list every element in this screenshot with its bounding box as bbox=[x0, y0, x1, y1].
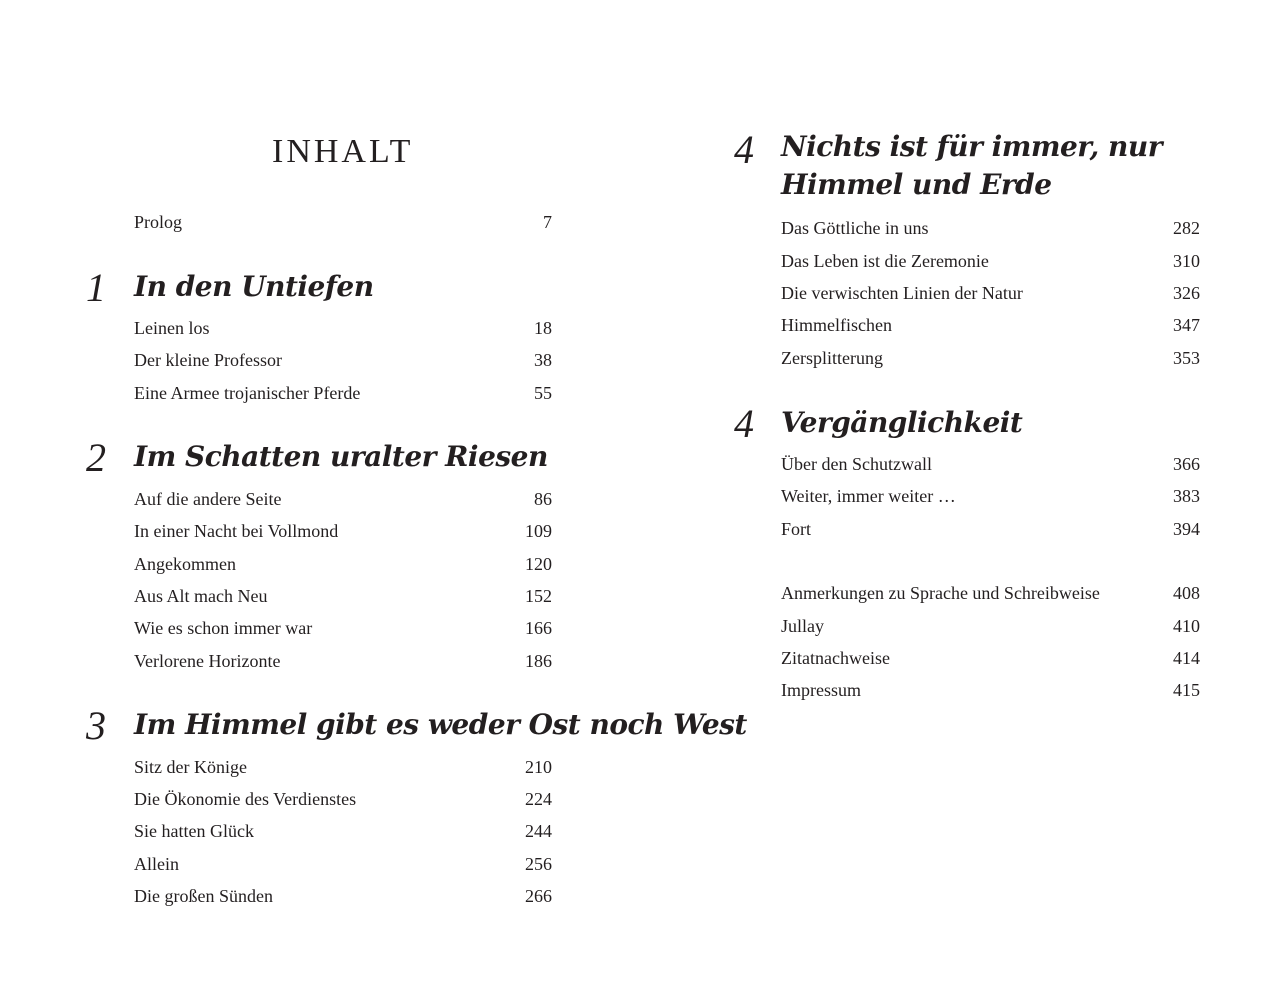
entry-title: Aus Alt mach Neu bbox=[134, 586, 268, 606]
toc-entry[interactable] bbox=[134, 819, 552, 843]
entry-title: Jullay bbox=[781, 616, 824, 636]
toc-entry[interactable] bbox=[781, 249, 1200, 273]
entry-page: 394 bbox=[1173, 519, 1200, 539]
toc-entry[interactable] bbox=[134, 616, 552, 640]
entry-page: 166 bbox=[525, 618, 552, 638]
toc-entry[interactable] bbox=[134, 348, 552, 372]
entry-title: Angekommen bbox=[134, 554, 236, 574]
entry-page: 415 bbox=[1173, 680, 1200, 700]
entry-page: 256 bbox=[525, 854, 552, 874]
entry-title: Wie es schon immer war bbox=[134, 618, 313, 638]
toc-heading: INHALT bbox=[272, 133, 414, 170]
toc-entry[interactable] bbox=[134, 381, 552, 405]
entry-title: Die verwischten Linien der Natur bbox=[781, 283, 1023, 303]
entry-page: 282 bbox=[1173, 218, 1200, 238]
entry-title: Prolog bbox=[134, 212, 183, 232]
toc-entry-appendix[interactable] bbox=[781, 614, 1200, 638]
toc-entry[interactable] bbox=[781, 346, 1200, 370]
chapter-number: 2 bbox=[86, 435, 106, 480]
entry-title: Verlorene Horizonte bbox=[134, 651, 281, 671]
toc-entry[interactable] bbox=[781, 313, 1200, 337]
toc-entry[interactable] bbox=[134, 787, 552, 811]
entry-title: Der kleine Professor bbox=[134, 350, 282, 370]
toc-entry-prolog[interactable] bbox=[134, 210, 552, 234]
toc-entry[interactable] bbox=[781, 452, 1200, 476]
entry-title: Zitatnachweise bbox=[781, 648, 890, 668]
entry-title: Die Ökonomie des Verdienstes bbox=[134, 789, 357, 809]
entry-title: Sitz der Könige bbox=[134, 757, 247, 777]
entry-page: 244 bbox=[525, 821, 552, 841]
chapter-title[interactable]: Im Himmel gibt es weder Ost noch West bbox=[134, 708, 747, 741]
entry-title: Das Leben ist die Zeremonie bbox=[781, 251, 989, 271]
entry-title: Himmelfischen bbox=[781, 315, 892, 335]
entry-title: Anmerkungen zu Sprache und Schreibweise bbox=[781, 583, 1100, 603]
toc-entry[interactable] bbox=[781, 484, 1200, 508]
entry-page: 55 bbox=[534, 383, 552, 403]
right-page bbox=[642, 0, 1285, 1000]
entry-page: 38 bbox=[534, 350, 552, 370]
entry-title: Eine Armee trojanischer Pferde bbox=[134, 383, 361, 403]
entry-page: 410 bbox=[1173, 616, 1200, 636]
toc-entry[interactable] bbox=[781, 281, 1200, 305]
toc-entry[interactable] bbox=[134, 552, 552, 576]
toc-entry[interactable] bbox=[134, 519, 552, 543]
toc-entry[interactable] bbox=[134, 584, 552, 608]
entry-page: 326 bbox=[1173, 283, 1200, 303]
chapter-number: 4 bbox=[734, 127, 754, 172]
entry-page: 266 bbox=[525, 886, 552, 906]
entry-page: 120 bbox=[525, 554, 552, 574]
entry-title: Auf die andere Seite bbox=[134, 489, 282, 509]
entry-title: Impressum bbox=[781, 680, 861, 700]
entry-title: Allein bbox=[134, 854, 179, 874]
entry-title: Sie hatten Glück bbox=[134, 821, 254, 841]
entry-page: 310 bbox=[1173, 251, 1200, 271]
entry-page: 353 bbox=[1173, 348, 1200, 368]
entry-title: Zersplitterung bbox=[781, 348, 883, 368]
chapter-title[interactable]: In den Untiefen bbox=[134, 270, 374, 303]
entry-page: 224 bbox=[525, 789, 552, 809]
entry-title: Weiter, immer weiter … bbox=[781, 486, 956, 506]
chapter-title[interactable]: Vergänglichkeit bbox=[781, 406, 1023, 439]
toc-entry[interactable] bbox=[134, 884, 552, 908]
entry-page: 347 bbox=[1173, 315, 1200, 335]
toc-entry[interactable] bbox=[781, 517, 1200, 541]
entry-page: 152 bbox=[525, 586, 552, 606]
toc-entry-appendix[interactable] bbox=[781, 678, 1200, 702]
entry-title: Über den Schutzwall bbox=[781, 454, 932, 474]
entry-title: Die großen Sünden bbox=[134, 886, 273, 906]
entry-page: 186 bbox=[525, 651, 552, 671]
chapter-title[interactable]: Im Schatten uralter Riesen bbox=[134, 440, 548, 473]
toc-entry[interactable] bbox=[134, 316, 552, 340]
entry-title: Leinen los bbox=[134, 318, 210, 338]
toc-entry[interactable] bbox=[134, 487, 552, 511]
toc-entry-appendix[interactable] bbox=[781, 646, 1200, 670]
entry-title: In einer Nacht bei Vollmond bbox=[134, 521, 339, 541]
toc-entry[interactable] bbox=[781, 216, 1200, 240]
entry-page: 383 bbox=[1173, 486, 1200, 506]
chapter-number: 3 bbox=[86, 703, 106, 748]
entry-page: 210 bbox=[525, 757, 552, 777]
toc-entry-appendix[interactable] bbox=[781, 581, 1200, 605]
toc-entry[interactable] bbox=[134, 852, 552, 876]
chapter-number: 1 bbox=[86, 265, 106, 310]
entry-page: 414 bbox=[1173, 648, 1200, 668]
entry-page: 86 bbox=[534, 489, 552, 509]
chapter-title[interactable]: Nichts ist für immer, nur Himmel und Erde bbox=[781, 130, 1162, 201]
entry-title: Fort bbox=[781, 519, 812, 539]
toc-entry[interactable] bbox=[134, 755, 552, 779]
entry-title: Das Göttliche in uns bbox=[781, 218, 929, 238]
chapter-number: 4 bbox=[734, 401, 754, 446]
entry-page: 18 bbox=[534, 318, 552, 338]
entry-page: 408 bbox=[1173, 583, 1200, 603]
entry-page: 7 bbox=[543, 212, 552, 232]
entry-page: 366 bbox=[1173, 454, 1200, 474]
entry-page: 109 bbox=[525, 521, 552, 541]
toc-entry[interactable] bbox=[134, 649, 552, 673]
